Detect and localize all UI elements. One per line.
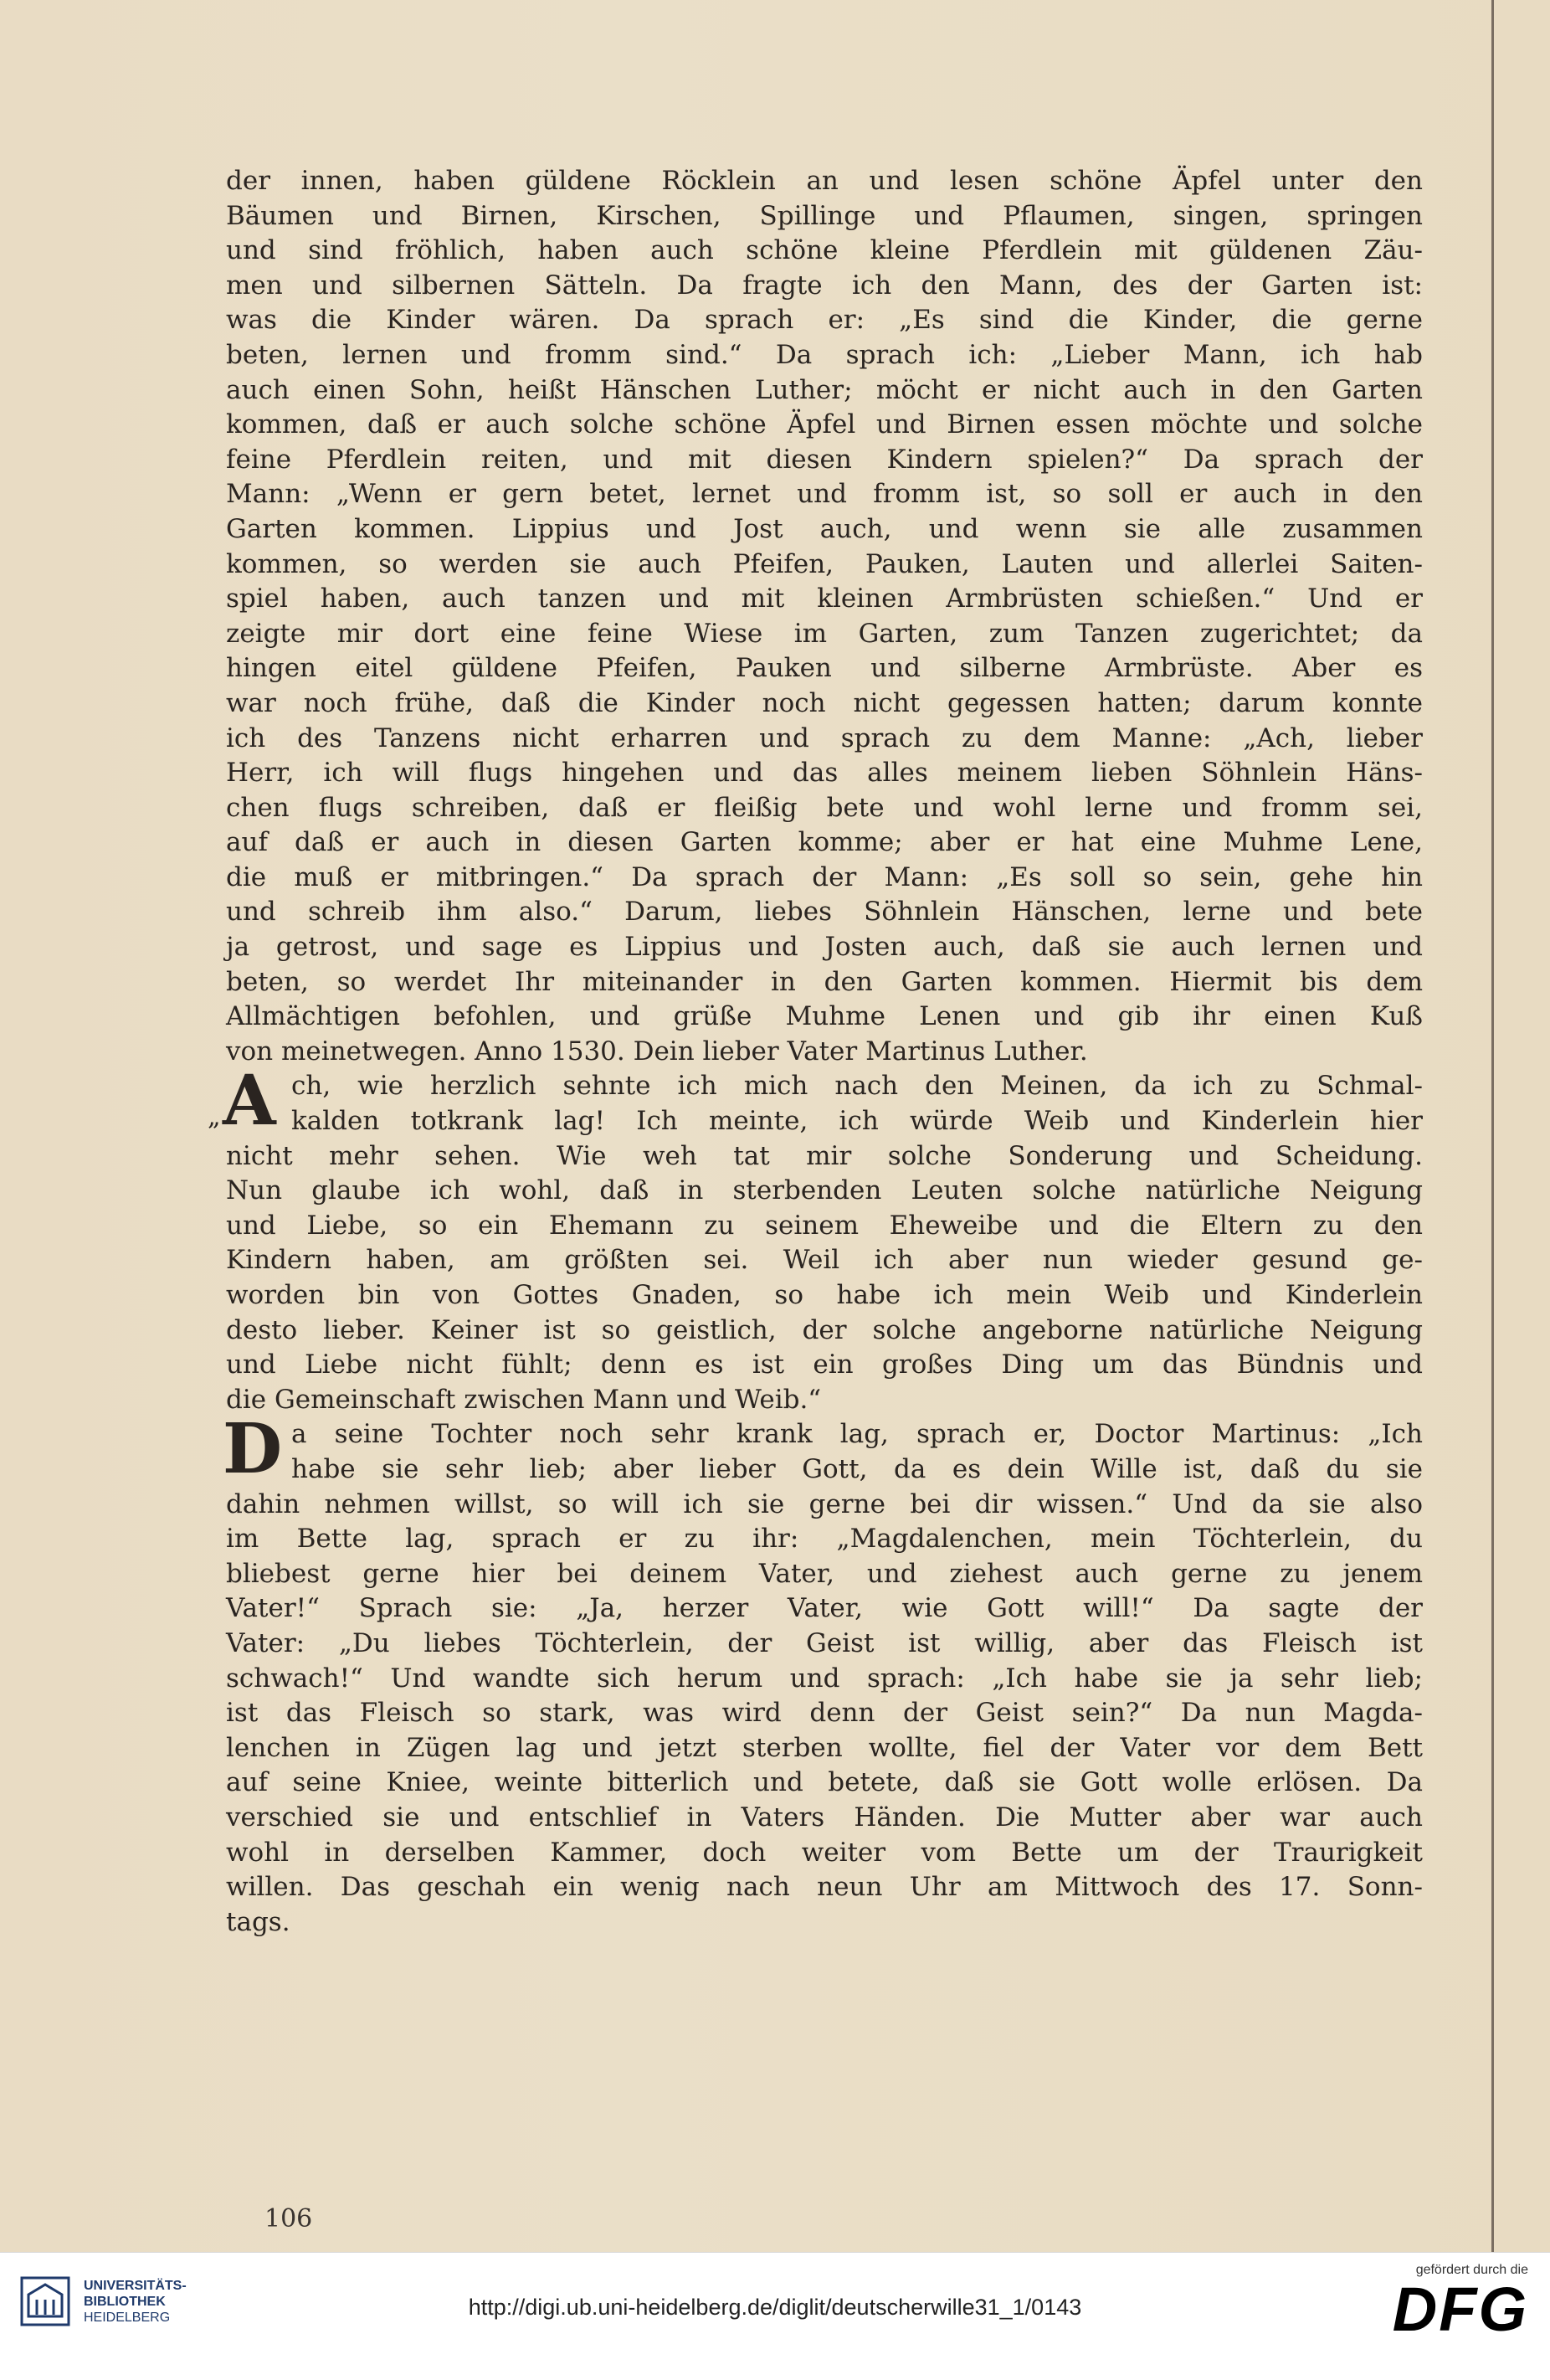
text-line: Bäumen und Birnen, Kirschen, Spillinge und Pflaumen, singen, springen	[226, 200, 1423, 231]
text-line: und schreib ihm also.“ Darum, liebes Söhnlein Hänschen, lerne und bete	[226, 897, 1423, 928]
text-line: ja getrost, und sage es Lippius und Josten auch, daß sie auch lernen und	[226, 932, 1423, 963]
text-line: Vater!“ Sprach sie: „Ja, herzer Vater, wie Gott will!“ Da sagte der	[226, 1593, 1423, 1624]
drop-cap-a: A	[223, 1061, 276, 1142]
text-line: wohl in derselben Kammer, doch weiter vom Bette um der Traurigkeit	[226, 1837, 1423, 1868]
text-line: desto lieber. Keiner ist so geistlich, der solche angeborne natürliche Neigung	[226, 1314, 1423, 1345]
page-number: 106	[264, 2204, 313, 2233]
text-line: bliebest gerne hier bei deinem Vater, und ziehest auch gerne zu jenem	[226, 1558, 1423, 1589]
text-line: ich des Tanzens nicht erharren und sprach zu dem Manne: „Ach, lieber	[226, 722, 1423, 753]
text-line: chen flugs schreiben, daß er fleißig bete und wohl lerne und fromm sei,	[226, 792, 1423, 823]
text-line: beten, so werdet Ihr miteinander in den Garten kommen. Hiermit bis dem	[226, 966, 1423, 997]
text-line: Vater: „Du liebes Töchterlein, der Geist ist willig, aber das Fleisch ist	[226, 1627, 1423, 1658]
text-line: von meinetwegen. Anno 1530. Dein lieber Vater Martinus Luther.	[226, 1036, 1088, 1067]
library-name-line-2: BIBLIOTHEK	[84, 2295, 166, 2309]
drop-cap-d: D	[223, 1409, 283, 1490]
text-line: schwach!“ Und wandte sich herum und sprach: „Ich habe sie ja sehr lieb;	[226, 1663, 1423, 1694]
library-name-line-1: UNIVERSITÄTS-	[84, 2279, 187, 2293]
text-line: men und silbernen Sätteln. Da fragte ich den Mann, des der Garten ist:	[226, 270, 1423, 301]
text-line: kommen, daß er auch solche schöne Äpfel und Birnen essen möchte und solche	[226, 409, 1423, 440]
text-line: auf daß er auch in diesen Garten komme; aber er hat eine Muhme Lene,	[226, 827, 1423, 858]
body-text	[208, 164, 1423, 1940]
text-line: war noch frühe, daß die Kinder noch nicht gegessen hatten; darum konnte	[226, 687, 1423, 718]
text-line: die muß er mitbringen.“ Da sprach der Mann: „Es soll so sein, gehe hin	[226, 861, 1423, 892]
funder-caption: gefördert durch die	[1415, 2263, 1528, 2277]
text-line: beten, lernen und fromm sind.“ Da sprach ich: „Lieber Mann, ich hab	[226, 339, 1423, 370]
text-line: dahin nehmen willst, so will ich sie gerne bei dir wissen.“ Und da sie also	[226, 1488, 1423, 1519]
library-name-line-3: HEIDELBERG	[84, 2311, 171, 2325]
text-line: die Gemeinschaft zwischen Mann und Weib.“	[226, 1384, 822, 1415]
text-line: auch einen Sohn, heißt Hänschen Luther; möcht er nicht auch in den Garten	[226, 374, 1423, 405]
text-line: ist das Fleisch so stark, was wird denn der Geist sein?“ Da nun Magda-	[226, 1698, 1423, 1729]
text-line: im Bette lag, sprach er zu ihr: „Magdalenchen, mein Töchterlein, du	[226, 1524, 1423, 1555]
text-line: Herr, ich will flugs hingehen und das alles meinem lieben Söhnlein Häns-	[226, 758, 1423, 789]
text-line: kalden totkrank lag! Ich meinte, ich würde Weib und Kinderlein hier	[291, 1106, 1423, 1137]
text-line: und sind fröhlich, haben auch schöne kleine Pferdlein mit güldenen Zäu-	[226, 235, 1423, 266]
text-line: worden bin von Gottes Gnaden, so habe ich mein Weib und Kinderlein	[226, 1280, 1423, 1310]
text-line: spiel haben, auch tanzen und mit kleinen Armbrüsten schießen.“ Und er	[226, 583, 1423, 614]
paragraph-1	[226, 164, 1423, 1069]
drop-cap-quote: „	[208, 1103, 221, 1133]
text-line: habe sie sehr lieb; aber lieber Gott, da es dein Wille ist, daß du sie	[291, 1453, 1423, 1484]
paragraph-2	[208, 1061, 1423, 1417]
text-line: feine Pferdlein reiten, und mit diesen Kindern spielen?“ Da sprach der	[226, 444, 1423, 475]
text-line: und Liebe, so ein Ehemann zu seinem Eheweibe und die Eltern zu den	[226, 1210, 1423, 1241]
permalink-url[interactable]: http://digi.ub.uni-heidelberg.de/diglit/deutscherwille31_1/0143	[468, 2295, 1082, 2320]
text-line: zeigte mir dort eine feine Wiese im Garten, zum Tanzen zugerichtet; da	[226, 618, 1423, 649]
paragraph-3	[223, 1409, 1423, 1940]
text-line: was die Kinder wären. Da sprach er: „Es sind die Kinder, die gerne	[226, 305, 1423, 336]
text-line: lenchen in Zügen lag und jetzt sterben wollte, fiel der Vater vor dem Bett	[226, 1732, 1423, 1763]
footer-bar	[0, 2252, 1550, 2380]
text-line: nicht mehr sehen. Wie weh tat mir solche Sonderung und Scheidung.	[226, 1140, 1423, 1171]
dfg-logo: DFG	[1392, 2275, 1528, 2344]
text-line: willen. Das geschah ein wenig nach neun Uhr am Mittwoch des 17. Sonn-	[226, 1872, 1423, 1903]
text-line: Nun glaube ich wohl, daß in sterbenden Leuten solche natürliche Neigung	[226, 1175, 1423, 1206]
text-line: verschied sie und entschlief in Vaters Händen. Die Mutter aber war auch	[226, 1802, 1423, 1833]
text-line: a seine Tochter noch sehr krank lag, sprach er, Doctor Martinus: „Ich	[291, 1419, 1423, 1450]
text-line: der innen, haben güldene Röcklein an und lesen schöne Äpfel unter den	[226, 166, 1423, 196]
text-line: ch, wie herzlich sehnte ich mich nach den Meinen, da ich zu Schmal-	[291, 1071, 1423, 1102]
text-line: hingen eitel güldene Pfeifen, Pauken und silberne Armbrüste. Aber es	[226, 653, 1423, 684]
text-line: Kindern haben, am größten sei. Weil ich aber nun wieder gesund ge-	[226, 1245, 1423, 1276]
funder-block	[1361, 2263, 1528, 2344]
text-line: Allmächtigen befohlen, und grüße Muhme Lenen und gib ihr einen Kuß	[226, 1001, 1423, 1032]
text-line: und Liebe nicht fühlt; denn es ist ein großes Ding um das Bündnis und	[226, 1349, 1423, 1380]
text-line: kommen, so werden sie auch Pfeifen, Pauken, Lauten und allerlei Saiten-	[226, 548, 1423, 579]
text-line: auf seine Kniee, weinte bitterlich und betete, daß sie Gott wolle erlösen. Da	[226, 1767, 1423, 1798]
text-line: Mann: „Wenn er gern betet, lernet und fromm ist, so soll er auch in den	[226, 479, 1423, 510]
text-line: Garten kommen. Lippius und Jost auch, und wenn sie alle zusammen	[226, 513, 1423, 544]
text-line: tags.	[226, 1906, 290, 1937]
page-edge-line	[1491, 0, 1494, 2252]
